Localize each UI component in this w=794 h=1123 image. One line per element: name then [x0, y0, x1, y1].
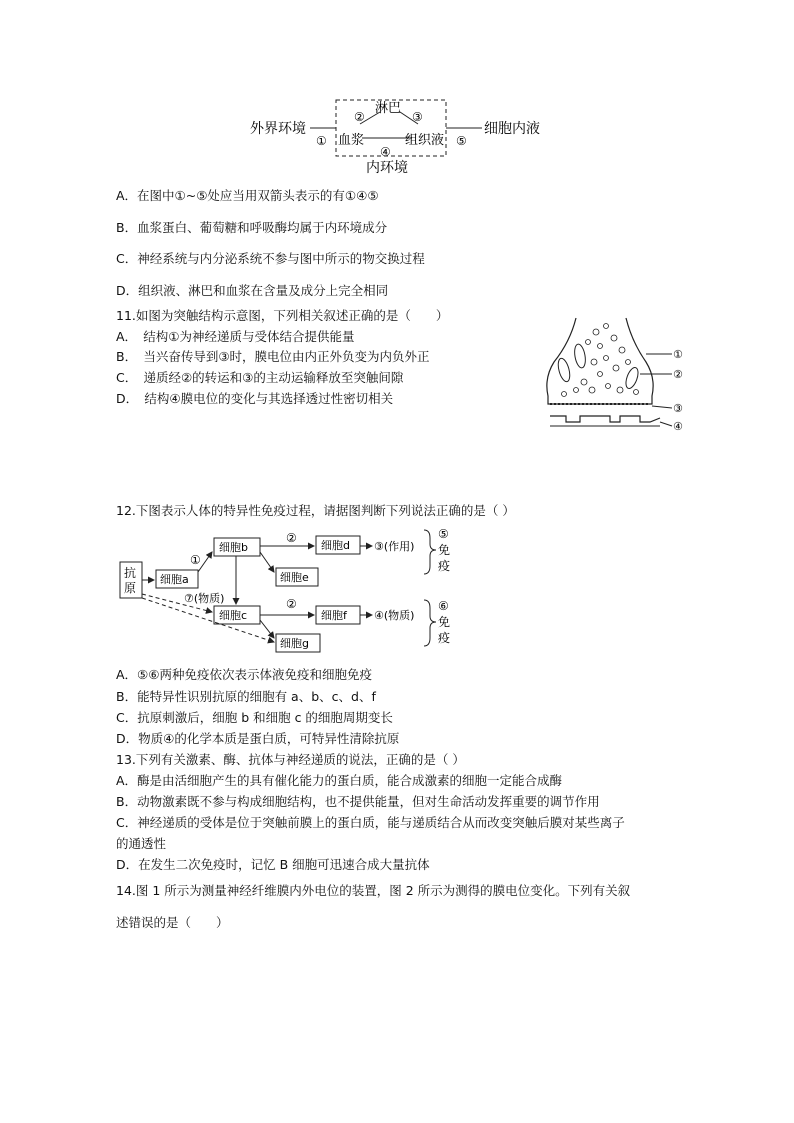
q12-option-a: A．⑤⑥两种免疫依次表示体液免疫和细胞免疫	[116, 667, 372, 682]
immunity-6-num: ⑥	[438, 599, 449, 613]
q10-option-a: A．在图中①~⑤处应当用双箭头表示的有①④⑤	[116, 188, 379, 203]
effect-3-label: ③(作用)	[374, 540, 415, 553]
cell-c-label: 细胞c	[219, 609, 248, 622]
q12-option-c: C．抗原刺激后，细胞 b 和细胞 c 的细胞周期变长	[116, 710, 393, 725]
postsynaptic-membrane	[550, 416, 660, 422]
arrow-2-top-label: ②	[286, 531, 297, 545]
cell-g-label: 细胞g	[280, 637, 309, 650]
arrow-2-label: ②	[354, 110, 365, 124]
lymph-label: 淋巴	[375, 101, 402, 116]
synaptic-vesicles	[562, 324, 639, 397]
q13-option-c-line2: 的通透性	[116, 836, 167, 851]
mitochondrion-1	[556, 357, 572, 383]
brace-5	[424, 530, 436, 574]
q11-option-a: A． 结构①为神经递质与受体结合提供能量	[116, 329, 355, 344]
q12-option-b: B．能特异性识别抗原的细胞有 a、b、c、d、f	[116, 689, 376, 704]
substance-7-label: ⑦(物质)	[184, 592, 225, 605]
intracellular-fluid-label: 细胞内液	[484, 121, 540, 137]
outer-environment-label: 外界环境	[250, 121, 306, 137]
q12-stem: 12.下图表示人体的特异性免疫过程，请据图判断下列说法正确的是（ ）	[116, 503, 515, 518]
immunity-diagram	[116, 524, 468, 658]
q14-stem-line2: 述错误的是（ ）	[116, 915, 229, 930]
immunity-5-char1: 免	[438, 543, 451, 557]
q14-stem-line1: 14.图 1 所示为测量神经纤维膜内外电位的装置，图 2 所示为测得的膜电位变化。下列有关叙	[116, 883, 631, 898]
substance-4-label: ④(物质)	[374, 609, 415, 622]
immunity-6-char2: 疫	[438, 631, 451, 645]
q12-option-d: D．物质④的化学本质是蛋白质，可特异性清除抗原	[116, 731, 400, 746]
q10-option-d: D．组织液、淋巴和血浆在含量及成分上完全相同	[116, 283, 389, 298]
q13-stem: 13.下列有关激素、酶、抗体与神经递质的说法，正确的是（ ）	[116, 752, 465, 767]
q13-option-c-line1: C．神经递质的受体是位于突触前膜上的蛋白质，能与递质结合从而改变突触后膜对某些离子	[116, 815, 625, 830]
arrow-1-label: ①	[316, 134, 327, 148]
q13-option-d: D．在发生二次免疫时，记忆 B 细胞可迅速合成大量抗体	[116, 857, 430, 872]
synapse-label-4: ④	[673, 420, 683, 433]
immunity-6-char1: 免	[438, 615, 451, 629]
cell-a-label: 细胞a	[160, 573, 189, 586]
q11-stem: 11.如图为突触结构示意图，下列相关叙述正确的是（ ）	[116, 308, 449, 323]
immunity-5-char2: 疫	[438, 559, 451, 573]
tissue-fluid-label: 组织液	[405, 133, 445, 148]
q13-option-b: B．动物激素既不参与构成细胞结构，也不提供能量，但对生命活动发挥重要的调节作用	[116, 794, 600, 809]
q10-option-b: B．血浆蛋白、葡萄糖和呼吸酶均属于内环境成分	[116, 220, 388, 235]
q10-option-c: C．神经系统与内分泌系统不参与图中所示的物交换过程	[116, 251, 425, 266]
immunity-5-num: ⑤	[438, 527, 449, 541]
antigen-label-top: 抗	[124, 566, 137, 580]
cell-f-label: 细胞f	[321, 609, 347, 622]
plasma-label: 血浆	[338, 133, 365, 148]
arrow-1-label: ①	[190, 553, 201, 567]
arrow-2-bottom-label: ②	[286, 597, 297, 611]
synapse-label-3: ③	[673, 402, 683, 415]
arrow-5-label: ⑤	[456, 134, 467, 148]
presynaptic-terminal	[547, 318, 653, 404]
arrow-4-label: ④	[380, 145, 391, 159]
internal-environment-label: 内环境	[366, 160, 408, 176]
mitochondrion-3	[624, 366, 641, 390]
q11-option-c: C． 递质经②的转运和③的主动运输释放至突触间隙	[116, 370, 404, 385]
synapse-diagram	[540, 312, 690, 436]
q11-option-b: B． 当兴奋传导到③时，膜电位由内正外负变为内负外正	[116, 349, 430, 364]
synapse-label-1: ①	[673, 348, 683, 361]
internal-environment-diagram	[240, 92, 550, 178]
synapse-label-2: ②	[673, 368, 683, 381]
cell-b-label: 细胞b	[219, 541, 248, 554]
cell-e-label: 细胞e	[280, 571, 309, 584]
q13-option-a: A．酶是由活细胞产生的具有催化能力的蛋白质，能合成激素的细胞一定能合成酶	[116, 773, 563, 788]
mitochondrion-2	[573, 343, 587, 368]
q11-option-d: D． 结构④膜电位的变化与其选择透过性密切相关	[116, 391, 394, 406]
cell-d-label: 细胞d	[321, 539, 350, 552]
antigen-label-bottom: 原	[124, 581, 137, 595]
arrow-3-label: ③	[412, 110, 423, 124]
brace-6	[424, 600, 436, 646]
